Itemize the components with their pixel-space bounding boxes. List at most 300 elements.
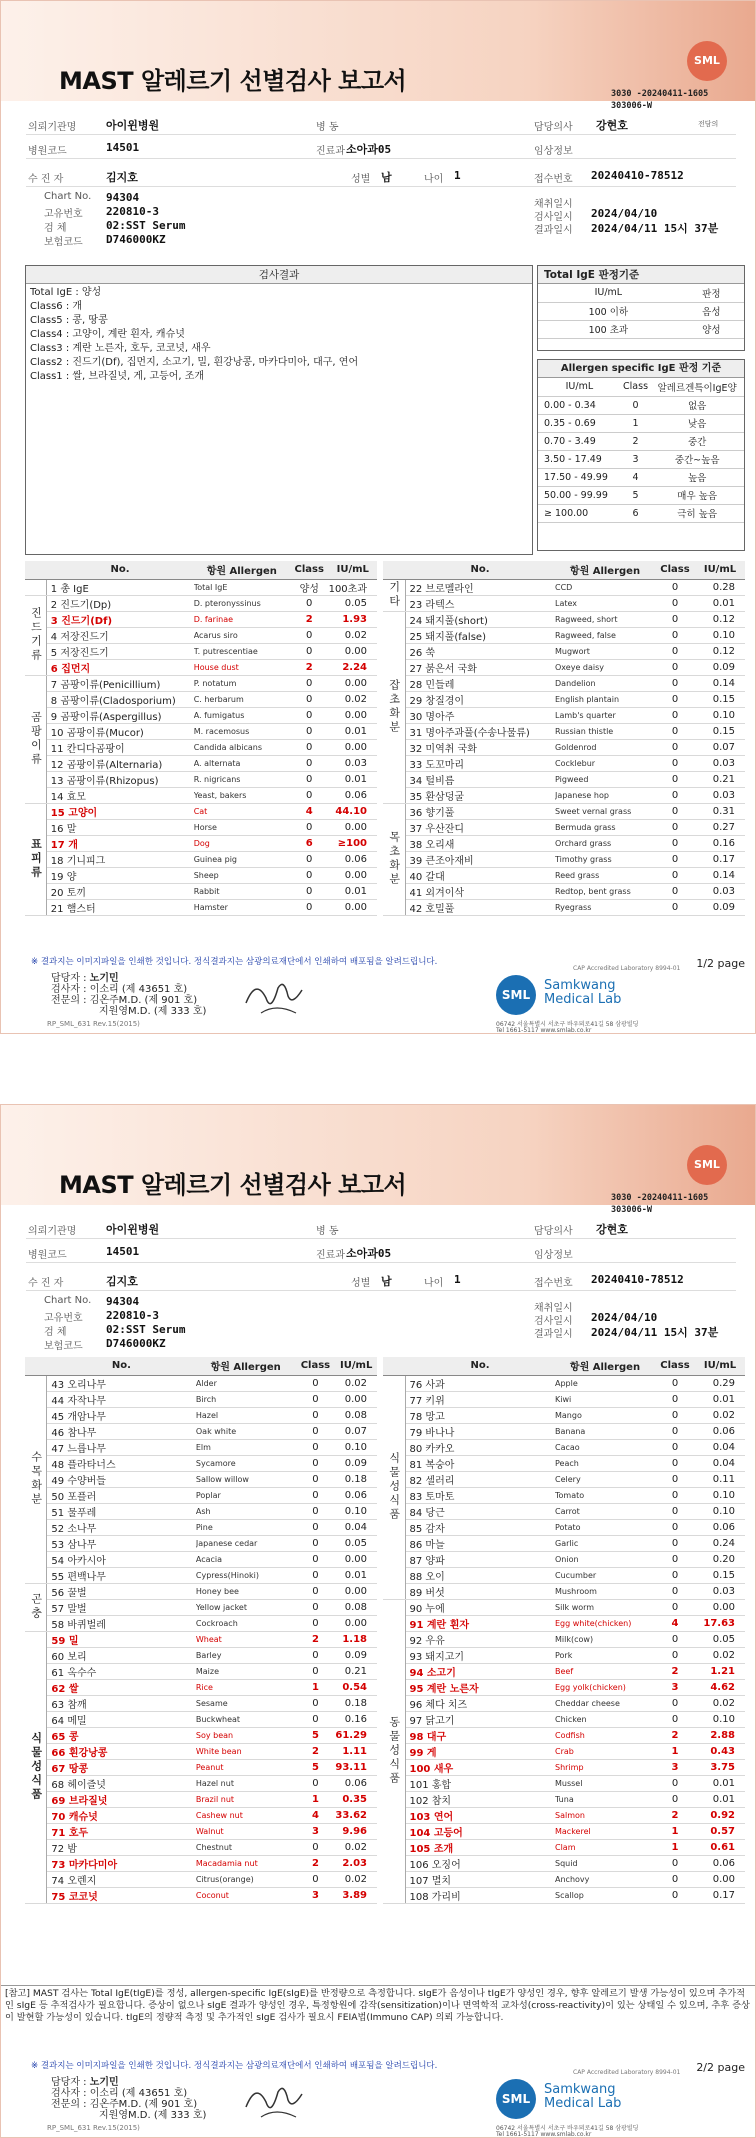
head-iu: IU/mL — [695, 561, 745, 579]
allergen-name: 97 닭고기 — [405, 1711, 555, 1727]
allergen-name: 65 콩 — [47, 1727, 196, 1743]
allergen-name: 58 바퀴벌레 — [47, 1615, 196, 1631]
table-row — [25, 835, 377, 851]
allergen-name: 75 코코넛 — [47, 1887, 196, 1903]
allergen-en: White bean — [196, 1743, 296, 1759]
table-row — [383, 1855, 745, 1871]
allergen-name: 60 보리 — [47, 1647, 196, 1663]
allergen-name: 81 복숭아 — [405, 1455, 555, 1471]
cell: 100 초과 — [538, 320, 679, 338]
allergen-name: 51 물푸레 — [47, 1503, 196, 1519]
class-value: 0 — [295, 1599, 335, 1615]
table-row — [383, 1375, 745, 1391]
group-label: 식물성식품 — [383, 1375, 405, 1599]
class-value: 1 — [295, 1679, 335, 1695]
table-row — [25, 1647, 377, 1663]
allergen-name: 54 아카시아 — [47, 1551, 196, 1567]
table-row — [383, 1439, 745, 1455]
criteria-cell: 4 — [621, 468, 651, 486]
allergen-name: 90 누에 — [405, 1599, 555, 1615]
class-value: 0 — [655, 1487, 695, 1503]
signature-block — [51, 973, 206, 1017]
test-date: 2024/04/10 — [591, 207, 658, 220]
iu-value: 0.17 — [695, 1887, 745, 1903]
hospital-value: 아이윈병원 — [106, 1223, 160, 1236]
iu-value: 0.57 — [695, 1823, 745, 1839]
head-no: No. — [405, 561, 555, 579]
iu-value: 0.24 — [695, 1535, 745, 1551]
iu-value: 0.03 — [695, 883, 745, 899]
allergen-en: Hazel — [196, 1407, 296, 1423]
allergen-en: Mango — [555, 1407, 655, 1423]
dept-label: 진료과 — [316, 146, 345, 157]
class-value: 0 — [655, 579, 695, 595]
specimen-value: 02:SST Serum — [106, 1323, 186, 1336]
class-value: 5 — [295, 1759, 335, 1775]
table-row — [383, 611, 745, 627]
table-row — [25, 1663, 377, 1679]
iu-value: 0.05 — [335, 1535, 377, 1551]
report-subcode: 303006-W — [611, 101, 652, 111]
receipt-value: 20240410-78512 — [591, 169, 684, 182]
sml-logo-icon: SML — [687, 1145, 727, 1185]
table-row — [383, 755, 745, 771]
patient-name: 김지호 — [106, 1275, 138, 1288]
table-row — [25, 643, 377, 659]
doctor-value: 강현호 — [596, 119, 628, 132]
hospital-code-value: 14501 — [106, 141, 140, 154]
result-label: 결과일시 — [534, 225, 573, 236]
table-row — [25, 1679, 377, 1695]
table-row — [25, 723, 377, 739]
class-value: 2 — [295, 1743, 335, 1759]
class-value: 0 — [655, 1471, 695, 1487]
table-row — [383, 1423, 745, 1439]
table-row — [25, 771, 377, 787]
table-row — [25, 611, 377, 627]
head-iu: IU/mL — [695, 1357, 745, 1375]
allergen-en: Yellow jacket — [196, 1599, 296, 1615]
iu-value: 0.00 — [329, 739, 377, 755]
class-value: 0 — [290, 691, 329, 707]
patient-label: 수 진 자 — [28, 174, 64, 185]
allergen-name: 8 곰팡이류(Cladosporium) — [46, 691, 193, 707]
allergen-name: 66 흰강낭콩 — [47, 1743, 196, 1759]
allergen-en: Sheep — [194, 867, 290, 883]
table-row — [25, 803, 377, 819]
allergen-name: 61 옥수수 — [47, 1663, 196, 1679]
results-table-left-2 — [25, 1357, 377, 1904]
allergen-en: Alder — [196, 1375, 296, 1391]
class-value: 0 — [655, 851, 695, 867]
class-value: 0 — [290, 723, 329, 739]
allergen-en: Total IgE — [194, 579, 290, 595]
table-row — [383, 1599, 745, 1615]
class-value: 1 — [655, 1743, 695, 1759]
table-row — [25, 1519, 377, 1535]
allergen-en: Beef — [555, 1663, 655, 1679]
head-item: 항원 Allergen — [194, 561, 290, 579]
iu-value: 0.12 — [695, 611, 745, 627]
iu-value: 0.07 — [335, 1423, 377, 1439]
class-value: 양성 — [290, 579, 329, 595]
result-date: 2024/04/11 15시 37분 — [591, 222, 719, 235]
uid-label: 고유번호 — [44, 209, 83, 220]
allergen-name: 7 곰팡이류(Penicillium) — [46, 675, 193, 691]
lab-address: 06742 서울특별시 서초구 바우뫼로41길 58 삼광빌딩 — [496, 2125, 639, 2132]
class-value: 0 — [655, 1407, 695, 1423]
allergen-name: 68 헤이즐넛 — [47, 1775, 196, 1791]
allergen-en: Acacia — [196, 1551, 296, 1567]
iu-value: 0.10 — [695, 707, 745, 723]
class-value: 0 — [290, 771, 329, 787]
table-row — [383, 1647, 745, 1663]
allergen-name: 26 쑥 — [405, 643, 555, 659]
table-row — [383, 771, 745, 787]
receipt-label: 접수번호 — [534, 174, 573, 185]
allergen-en: Sesame — [196, 1695, 296, 1711]
iu-value: 3.75 — [695, 1759, 745, 1775]
group-label: 곤충 — [25, 1583, 47, 1631]
page-number: 2/2 page — [696, 2061, 745, 2074]
allergen-en: House dust — [194, 659, 290, 675]
sex-value: 남 — [381, 171, 392, 184]
report-header-2 — [1, 1105, 755, 1205]
age-value: 1 — [454, 1273, 461, 1286]
iu-value: 0.03 — [695, 787, 745, 803]
table-row — [383, 1535, 745, 1551]
table-row — [25, 707, 377, 723]
criteria-cell: 0.00 - 0.34 — [538, 396, 621, 414]
insurance-label: 보험코드 — [44, 237, 83, 248]
allergen-name: 52 소나무 — [47, 1519, 196, 1535]
sex-value: 남 — [381, 1275, 392, 1288]
result-label: 결과일시 — [534, 1329, 573, 1340]
iu-value: 0.00 — [329, 707, 377, 723]
allergen-en: D. pteronyssinus — [194, 595, 290, 611]
iu-value: 0.06 — [335, 1775, 377, 1791]
allergen-en: Honey bee — [196, 1583, 296, 1599]
class-value: 0 — [295, 1647, 335, 1663]
allergen-name: 88 오이 — [405, 1567, 555, 1583]
table-row — [25, 1743, 377, 1759]
criteria-cell: 중간~높음 — [650, 450, 744, 468]
iu-value: 0.16 — [695, 835, 745, 851]
table-row — [25, 691, 377, 707]
iu-value: 0.09 — [695, 659, 745, 675]
hospital-code-value: 14501 — [106, 1245, 140, 1258]
table-row — [383, 1759, 745, 1775]
criteria-cell: 0 — [621, 396, 651, 414]
allergen-en: Cucumber — [555, 1567, 655, 1583]
cell: 100 이하 — [538, 302, 679, 320]
allergen-en: Tuna — [555, 1791, 655, 1807]
class-value: 0 — [295, 1711, 335, 1727]
class-value: 4 — [655, 1615, 695, 1631]
allergen-name: 38 오리새 — [405, 835, 555, 851]
table-row — [383, 819, 745, 835]
allergen-en: Cacao — [555, 1439, 655, 1455]
iu-value: 0.61 — [695, 1839, 745, 1855]
allergen-en: Sweet vernal grass — [555, 803, 655, 819]
allergen-name: 74 오렌지 — [47, 1871, 196, 1887]
table-row — [25, 883, 377, 899]
class-value: 0 — [295, 1439, 335, 1455]
allergen-name: 63 참깨 — [47, 1695, 196, 1711]
allergen-name: 20 토끼 — [46, 883, 193, 899]
table-row — [383, 1823, 745, 1839]
table-row — [383, 1487, 745, 1503]
iu-value: 0.10 — [695, 1711, 745, 1727]
head-class: Class — [655, 561, 695, 579]
doctor-label: 담당의사 — [534, 122, 573, 133]
signature-block — [51, 2077, 206, 2121]
group-label: 진드기류 — [25, 595, 46, 675]
allergen-name: 105 조개 — [405, 1839, 555, 1855]
iu-value: 0.31 — [695, 803, 745, 819]
allergen-en: Timothy grass — [555, 851, 655, 867]
table-row — [25, 1439, 377, 1455]
age-value: 1 — [454, 169, 461, 182]
table-row — [383, 1775, 745, 1791]
iu-value: 0.00 — [329, 643, 377, 659]
iu-value: 0.01 — [335, 1567, 377, 1583]
iu-value: 0.00 — [335, 1615, 377, 1631]
iu-value: 0.02 — [335, 1871, 377, 1887]
criteria-cell: 5 — [621, 486, 651, 504]
allergen-en: Japanese cedar — [196, 1535, 296, 1551]
allergen-name: 99 게 — [405, 1743, 555, 1759]
allergen-name: 50 포플러 — [47, 1487, 196, 1503]
allergen-name: 53 삼나무 — [47, 1535, 196, 1551]
iu-value: 44.10 — [329, 803, 377, 819]
summary-line: Class5 : 콩, 땅콩 — [30, 315, 108, 326]
iu-value: 0.05 — [329, 595, 377, 611]
allergen-en: Hazel nut — [196, 1775, 296, 1791]
allergen-en: Wheat — [196, 1631, 296, 1647]
allergen-en: Hamster — [194, 899, 290, 915]
allergen-en: Buckwheat — [196, 1711, 296, 1727]
allergen-name: 16 말 — [46, 819, 193, 835]
class-value: 0 — [655, 883, 695, 899]
allergen-name: 24 돼지풀(short) — [405, 611, 555, 627]
class-value: 0 — [655, 1599, 695, 1615]
specimen-label: 검 체 — [44, 1327, 67, 1338]
head-item: 항원 Allergen — [555, 561, 655, 579]
criteria-cell: 2 — [621, 432, 651, 450]
table-row — [383, 1567, 745, 1583]
class-value: 2 — [295, 1631, 335, 1647]
iu-value: 0.18 — [335, 1695, 377, 1711]
class-value: 0 — [655, 1583, 695, 1599]
table-row — [383, 851, 745, 867]
class-value: 0 — [655, 1631, 695, 1647]
table-row — [25, 1487, 377, 1503]
class-value: 0 — [655, 627, 695, 643]
table-row — [383, 1663, 745, 1679]
results-table-left — [25, 561, 377, 916]
iu-value: 0.06 — [329, 787, 377, 803]
allergen-name: 12 곰팡이류(Alternaria) — [46, 755, 193, 771]
table-row — [25, 1503, 377, 1519]
table-row — [25, 851, 377, 867]
class-value: 0 — [655, 1551, 695, 1567]
table-row — [383, 595, 745, 611]
allergen-name: 102 참치 — [405, 1791, 555, 1807]
criteria-col: 알레르겐특이IgE양 — [650, 378, 744, 396]
allergen-en: T. putrescentiae — [194, 643, 290, 659]
allergen-en: Rabbit — [194, 883, 290, 899]
iu-value: 93.11 — [335, 1759, 377, 1775]
allergen-en: Tomato — [555, 1487, 655, 1503]
allergen-name: 78 망고 — [405, 1407, 555, 1423]
allergen-name: 45 개암나무 — [47, 1407, 196, 1423]
patient-label: 수 진 자 — [28, 1278, 64, 1289]
criteria-col: IU/mL — [538, 378, 621, 396]
allergen-name: 2 진드기(Dp) — [46, 595, 193, 611]
specimen-value: 02:SST Serum — [106, 219, 186, 232]
iu-value: 0.02 — [329, 627, 377, 643]
criteria-cell: 매우 높음 — [650, 486, 744, 504]
head-no: No. — [47, 1357, 196, 1375]
allergen-en: Macadamia nut — [196, 1855, 296, 1871]
ward-label: 병 동 — [316, 122, 339, 133]
iu-value: 0.00 — [335, 1583, 377, 1599]
table-row — [25, 1711, 377, 1727]
allergen-en: Poplar — [196, 1487, 296, 1503]
iu-value: 0.09 — [335, 1455, 377, 1471]
allergen-en: Cat — [194, 803, 290, 819]
allergen-en: Chicken — [555, 1711, 655, 1727]
table-row — [383, 1791, 745, 1807]
class-value: 5 — [295, 1727, 335, 1743]
hospital-value: 아이윈병원 — [106, 119, 160, 132]
class-value: 0 — [655, 899, 695, 915]
allergen-name: 33 도꼬마리 — [405, 755, 555, 771]
iu-value: 0.03 — [329, 755, 377, 771]
specific-ige-heading: Allergen specific IgE 판정 기준 — [538, 360, 744, 378]
table-row — [383, 1871, 745, 1887]
age-label: 나이 — [424, 174, 444, 185]
allergen-en: Sycamore — [196, 1455, 296, 1471]
uid-value: 220810-3 — [106, 205, 159, 218]
iu-value: 0.01 — [329, 883, 377, 899]
class-value: 0 — [655, 819, 695, 835]
allergen-en: Bermuda grass — [555, 819, 655, 835]
class-value: 0 — [290, 739, 329, 755]
table-row — [25, 819, 377, 835]
col-judge: 판정 — [679, 284, 744, 302]
class-value: 0 — [290, 787, 329, 803]
dept-value: 소아과05 — [346, 143, 392, 156]
summary-heading: 검사결과 — [26, 266, 532, 284]
hospital-code-label: 병원코드 — [28, 1250, 67, 1261]
class-value: 2 — [295, 1855, 335, 1871]
table-row — [25, 1855, 377, 1871]
chart-label: Chart No. — [44, 1295, 92, 1306]
allergen-name: 62 쌀 — [47, 1679, 196, 1695]
cell: 음성 — [679, 302, 744, 320]
report-code-2: 3030 -20240411-1605 — [611, 1193, 709, 1203]
head-class: Class — [295, 1357, 335, 1375]
lab-logo-icon: SML — [496, 2079, 536, 2119]
summary-line: Class4 : 고양이, 계란 흰자, 캐슈넛 — [30, 329, 185, 340]
patient-name: 김지호 — [106, 171, 138, 184]
class-value: 0 — [655, 1711, 695, 1727]
criteria-cell: 6 — [621, 504, 651, 522]
class-value: 0 — [655, 1871, 695, 1887]
group-col — [383, 1357, 405, 1375]
table-row — [25, 1839, 377, 1855]
table-row — [25, 1871, 377, 1887]
doctor-value: 강현호 — [596, 1223, 628, 1236]
allergen-en: Banana — [555, 1423, 655, 1439]
allergen-en: Coconut — [196, 1887, 296, 1903]
summary-line: Class1 : 쌀, 브라질넛, 게, 고등어, 조개 — [30, 371, 205, 382]
iu-value: 0.10 — [695, 1503, 745, 1519]
class-value: 3 — [295, 1887, 335, 1903]
iu-value: 0.08 — [335, 1599, 377, 1615]
collect-label: 채취일시 — [534, 1303, 573, 1314]
head-class: Class — [655, 1357, 695, 1375]
iu-value: 2.24 — [329, 659, 377, 675]
sml-logo-icon: SML — [687, 41, 727, 81]
allergen-en: Reed grass — [555, 867, 655, 883]
allergen-name: 57 말벌 — [47, 1599, 196, 1615]
table-row — [383, 1839, 745, 1855]
allergen-name: 6 집먼지 — [46, 659, 193, 675]
class-value: 0 — [290, 851, 329, 867]
allergen-en: Orchard grass — [555, 835, 655, 851]
allergen-name: 103 연어 — [405, 1807, 555, 1823]
iu-value: 0.00 — [329, 675, 377, 691]
allergen-name: 73 마카다미아 — [47, 1855, 196, 1871]
allergen-name: 35 환삼덩굴 — [405, 787, 555, 803]
class-value: 0 — [290, 675, 329, 691]
allergen-name: 98 대구 — [405, 1727, 555, 1743]
iu-value: 0.02 — [335, 1839, 377, 1855]
head-no: No. — [46, 561, 193, 579]
results-table-right — [383, 561, 745, 916]
criteria-cell: ≥ 100.00 — [538, 504, 621, 522]
iu-value: 0.92 — [695, 1807, 745, 1823]
class-value: 0 — [655, 595, 695, 611]
class-value: 0 — [655, 1391, 695, 1407]
allergen-en: Garlic — [555, 1535, 655, 1551]
table-row — [25, 1423, 377, 1439]
allergen-name: 28 민들레 — [405, 675, 555, 691]
iu-value: 0.04 — [695, 1455, 745, 1471]
class-value: 0 — [655, 707, 695, 723]
class-value: 0 — [655, 1455, 695, 1471]
allergen-en: Elm — [196, 1439, 296, 1455]
class-value: 0 — [295, 1519, 335, 1535]
allergen-en: C. herbarum — [194, 691, 290, 707]
table-row — [25, 1791, 377, 1807]
table-row — [383, 1887, 745, 1903]
iu-value: 0.01 — [329, 723, 377, 739]
allergen-name: 80 카카오 — [405, 1439, 555, 1455]
allergen-name: 13 곰팡이류(Rhizopus) — [46, 771, 193, 787]
table-row — [383, 627, 745, 643]
allergen-en: P. notatum — [194, 675, 290, 691]
insurance-value: D746000KZ — [106, 233, 166, 246]
allergen-en: Potato — [555, 1519, 655, 1535]
allergen-en: Egg yolk(chicken) — [555, 1679, 655, 1695]
allergen-name: 87 양파 — [405, 1551, 555, 1567]
head-iu: IU/mL — [335, 1357, 377, 1375]
iu-value: 0.01 — [329, 771, 377, 787]
